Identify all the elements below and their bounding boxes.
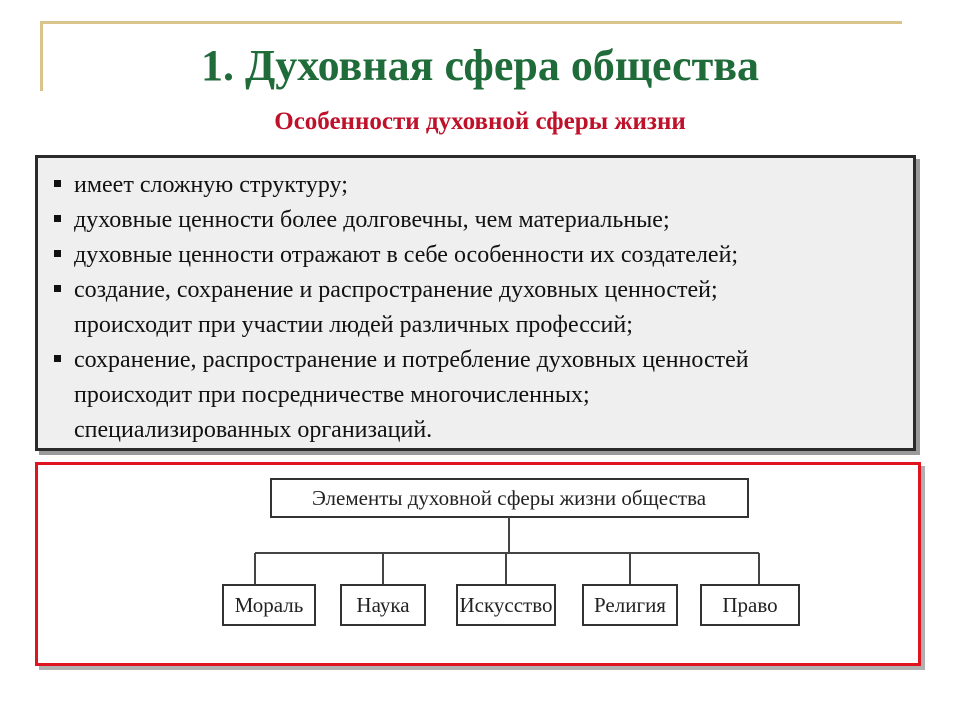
elements-frame — [35, 462, 921, 666]
feature-item — [48, 238, 903, 273]
diagram-child-label: Право — [722, 593, 778, 617]
diagram-child-label: Искусство — [459, 593, 553, 617]
bullet-icon — [54, 285, 61, 292]
diagram-child-label: Мораль — [234, 593, 304, 617]
feature-text: создание, сохранение и распространение духовных ценностей; — [74, 277, 718, 303]
diagram-child-label: Наука — [356, 593, 410, 617]
decorative-top-line — [40, 21, 902, 24]
feature-text: духовные ценности более долговечны, чем материальные; — [74, 207, 670, 233]
features-box — [35, 155, 916, 451]
slide-subtitle: Особенности духовной сферы жизни — [274, 108, 686, 135]
feature-text-continued: происходит при участии людей различных профессий; — [74, 312, 633, 338]
bullet-icon — [54, 250, 61, 257]
feature-text-continued: происходит при посредничестве многочисленных; — [74, 382, 590, 408]
feature-text: духовные ценности отражают в себе особенности их создателей; — [74, 242, 739, 268]
elements-diagram — [38, 465, 918, 663]
diagram-root-label: Элементы духовной сферы жизни общества — [311, 486, 707, 510]
feature-text: сохранение, распространение и потребление духовных ценностей — [74, 347, 749, 373]
feature-item — [48, 343, 903, 448]
feature-item — [48, 203, 903, 238]
feature-item — [48, 168, 903, 203]
feature-text: имеет сложную структуру; — [74, 172, 348, 198]
diagram-child-label: Религия — [594, 593, 666, 617]
feature-text-continued: специализированных организаций. — [74, 417, 433, 443]
bullet-icon — [54, 355, 61, 362]
slide-title: 1. Духовная сфера общества — [201, 41, 759, 90]
bullet-icon — [54, 215, 61, 222]
feature-item — [48, 273, 903, 343]
bullet-icon — [54, 180, 61, 187]
